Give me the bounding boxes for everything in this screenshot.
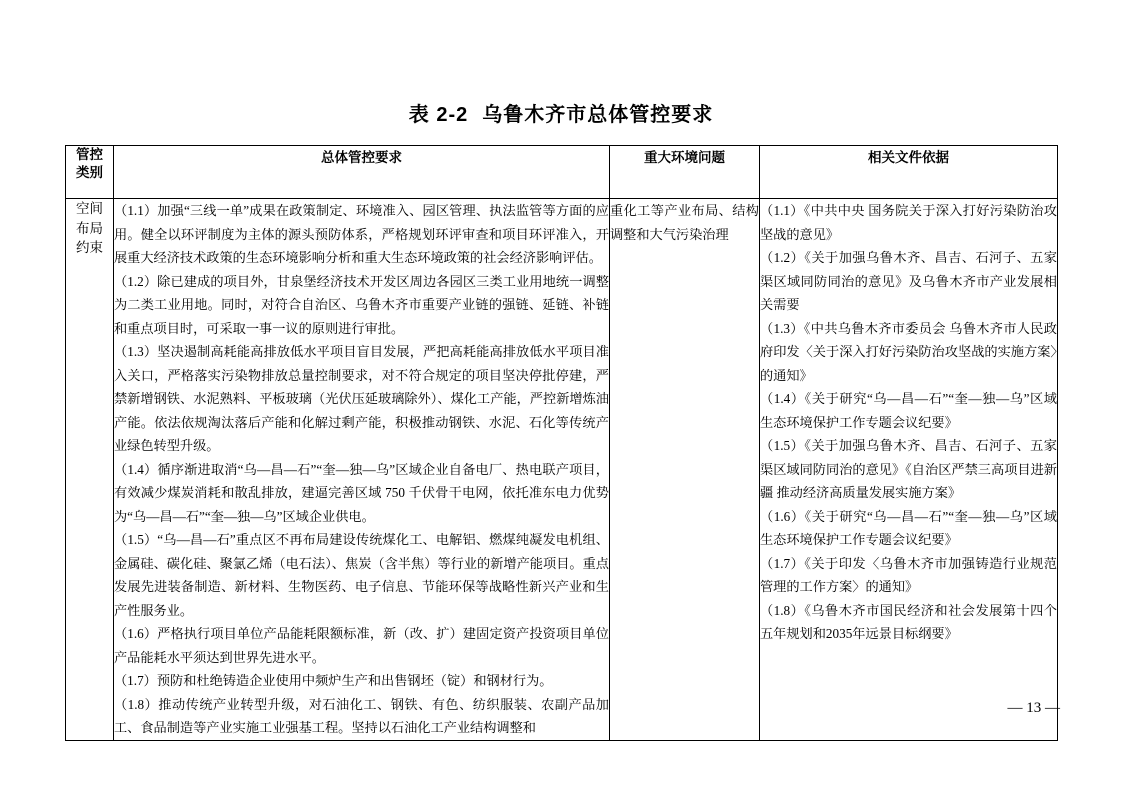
column-header-issues: 重大环境问题 (610, 146, 760, 199)
reference-item: （1.6）《关于研究“乌—昌—石”“奎—独—乌”区域生态环境保护工作专题会议纪要》 (760, 508, 1057, 547)
cell-environmental-issue: 重化工等产业布局、结构调整和大气污染治理 (610, 199, 760, 741)
reference-item: （1.1）《中共中央 国务院关于深入打好污染防治攻坚战的意见》 (760, 203, 1057, 242)
cell-references (760, 199, 1058, 741)
table-header-row (66, 146, 1058, 199)
table-row (66, 199, 1058, 741)
reference-item: （1.8）《乌鲁木齐市国民经济和社会发展第十四个五年规划和2035年远景目标纲要》 (760, 602, 1057, 641)
page-number: — 13 — (1007, 700, 1060, 716)
table-number: 表 2-2 (408, 104, 469, 126)
requirement-item: （1.3）坚决遏制高耗能高排放低水平项目盲目发展，严把高耗能高排放低水平项目准入关口，严格落实污染物排放总量控制要求，对不符合规定的项目坚决停批停建，严禁新增钢铁、水泥熟料、平板玻璃（光伏压延玻璃除外）、煤化工产能，严控新增炼油产能。依法依规淘汰落后产能和化解过剩产能，积极推动钢铁、水泥、石化等传统产业绿色转型升级。 (114, 344, 609, 453)
requirement-item: （1.1）加强“三线一单”成果在政策制定、环境准入、园区管理、执法监管等方面的应用。健全以环评制度为主体的源头预防体系，严格规划环评审查和项目环评准入，开展重大经济技术政策的生态环境影响分析和重大生态环境政策的社会经济影响评估。 (114, 203, 609, 265)
reference-item: （1.7）《关于印发〈乌鲁木齐市加强铸造行业规范管理的工作方案〉的通知》 (760, 555, 1057, 594)
column-header-category-line2: 类别 (76, 165, 103, 181)
requirement-item: （1.7）预防和杜绝铸造企业使用中频炉生产和出售钢坯（锭）和钢材行为。 (114, 673, 553, 688)
column-header-requirements: 总体管控要求 (114, 146, 610, 199)
column-header-references: 相关文件依据 (760, 146, 1058, 199)
control-requirements-table (65, 145, 1058, 741)
reference-item: （1.5）《关于加强乌鲁木齐、昌吉、石河子、五家渠区域同防同治的意见》《自治区严禁三高项目进新疆 推动经济高质量发展实施方案》 (760, 438, 1057, 500)
column-header-category-line1: 管控 (76, 147, 103, 162)
requirement-item: （1.2）除已建成的项目外，甘泉堡经济技术开发区周边各园区三类工业用地统一调整为二类工业用地。同时，对符合自治区、乌鲁木齐市重要产业链的强链、延链、补链和重点项目时，可采取一事一议的原则进行审批。 (114, 273, 609, 336)
requirement-item: （1.6）严格执行项目单位产品能耗限额标准，新（改、扩）建固定资产投资项目单位产品能耗水平须达到世界先进水平。 (114, 626, 609, 665)
category-label: 空间布局约束 (76, 201, 103, 256)
reference-item: （1.3）《中共乌鲁木齐市委员会 乌鲁木齐市人民政府印发〈关于深入打好污染防治攻坚战的实施方案〉的通知》 (760, 320, 1057, 383)
reference-item: （1.2）《关于加强乌鲁木齐、昌吉、石河子、五家渠区域同防同治的意见》及乌鲁木齐市产业发展相关需要 (760, 250, 1057, 312)
requirement-item: （1.4）循序渐进取消“乌—昌—石”“奎—独—乌”区域企业自备电厂、热电联产项目，有效减少煤炭消耗和散乱排放，建逼完善区域 750 千伏骨干电网，依托准东电力优势为“乌—昌—石”“奎—独—乌”区域企业供电。 (114, 461, 609, 524)
column-header-category (66, 146, 114, 199)
reference-item: （1.4）《关于研究“乌—昌—石”“奎—独—乌”区域生态环境保护工作专题会议纪要》 (760, 391, 1057, 430)
page-title (0, 98, 1122, 127)
requirement-item: （1.5）“乌—昌—石”重点区不再布局建设传统煤化工、电解铝、燃煤纯凝发电机组、金属硅、碳化硅、聚氯乙烯（电石法）、焦炭（含半焦）等行业的新增产能项目。重点发展先进装备制造、新材料、生物医药、电子信息、节能环保等战略性新兴产业和生产性服务业。 (114, 532, 609, 618)
requirement-item: （1.8）推动传统产业转型升级，对石油化工、钢铁、有色、纺织服装、农副产品加工、食品制造等产业实施工业强基工程。坚持以石油化工产业结构调整和 (114, 696, 609, 735)
cell-category (66, 199, 114, 741)
table-title: 乌鲁木齐市总体管控要求 (482, 104, 714, 126)
cell-requirements (114, 199, 610, 741)
